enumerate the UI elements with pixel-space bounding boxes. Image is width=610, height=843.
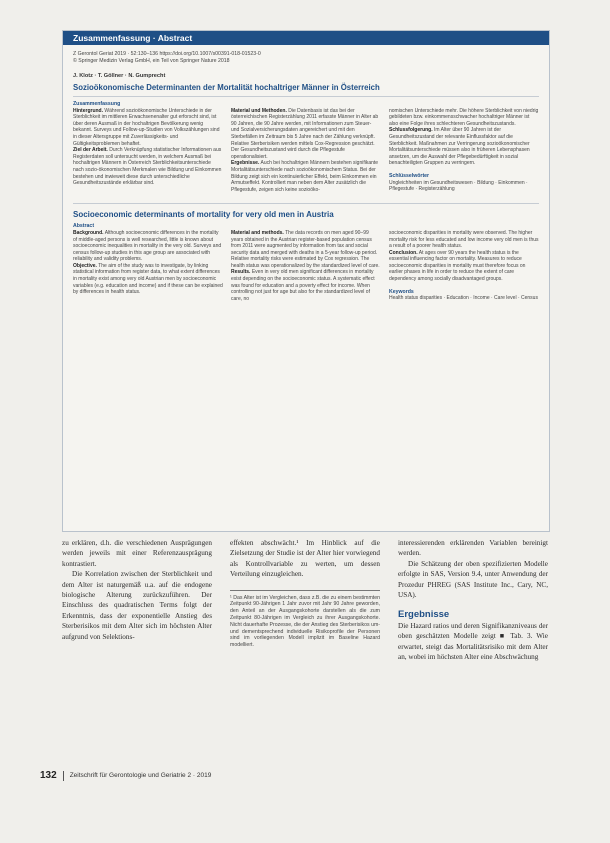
page-footer: [40, 770, 211, 781]
paragraph: Hintergrund. Während sozioökonomische Unterschiede in der Sterblichkeit im mittleren Erwachsenenalter gut erforscht sind, ist über deren Ausmaß in der hochaltrigen Bevölkerung wenig bekannt. Surveys und Follow-up-Studien von Volkszählungen sind in dieser Altersgruppe mit Zuverlässigkeits- und Gültigkeitsproblemen behaftet.: [73, 107, 220, 147]
keywords: Ungleichheiten im Gesundheitswesen · Bildung · Einkommen · Pflegestufe · Registerzählung: [389, 179, 528, 193]
authors: J. Klotz · T. Göllner · N. Gumprecht: [73, 73, 166, 79]
paragraph: Ziel der Arbeit. Durch Verknüpfung statistischer Informationen aus Registerdaten soll untersucht werden, in welchem Ausmaß bei hochaltrigen Männern in Österreich Sterblichkeitsunterschiede nach sozio-ökonomischen Merkmalen wie Bildung und Einkommen bestehen und inwieweit diese durch unterschiedliche Gesundheitszustände erklärbar sind.: [73, 147, 222, 187]
paragraph: Die Hazard ratios und deren Signifikanzniveaus der oben geschätzten Modelle zeigt ■ Tab. 3. Wie erwartet, steigt das Mortalitätsrisiko mit dem Alter an, wobei im höchsten Alter eine Abschwächung: [398, 621, 548, 662]
paragraph: Conclusion. At ages over 90 years the health status is the essential influencing factor on mortality. Measures to reduce socioeconomic disparities in mortality must therefore focus on earlier phases in life in order to reduce the extent of care dependency among socially disadvantaged groups.: [389, 249, 526, 283]
section-heading: Abstract: [73, 223, 95, 230]
copyright-line: © Springer Medizin Verlag GmbH, ein Teil von Springer Nature 2018: [73, 58, 230, 64]
german-col-2: [231, 101, 381, 193]
journal-name: Zeitschrift für Gerontologie und Geriatrie 2 · 2019: [69, 772, 212, 779]
body-text: [62, 538, 548, 662]
german-col-3: [389, 101, 539, 193]
keywords-heading: Schlüsselwörter: [389, 172, 430, 179]
citation-meta: [63, 45, 549, 65]
english-abstract: [63, 219, 549, 302]
keywords-heading: Keywords: [389, 288, 414, 295]
german-abstract: [63, 97, 549, 193]
paragraph: socioeconomic disparities in mortality were observed. The higher mortality risk for less educated and low income very old men is thus a result of a poorer health status.: [389, 229, 539, 250]
section-heading: Ergebnisse: [398, 609, 450, 621]
german-title: Sozioökonomische Determinanten der Mortalität hochaltriger Männer in Österreich: [73, 83, 380, 92]
divider: [63, 771, 64, 781]
paragraph: Objective. The aim of the study was to investigate, by linking statistical information from register data, to what extent differences in mortality exist among very old Austrian men by socioeconomic variables (e.g. education and income) and if these can be explained by differences in health status.: [73, 262, 223, 296]
footnote: ¹ Das Alter ist im Vergleichen, dass z.B. die zu einem bestimmten Zeitpunkt 90-Jährigen 1 Jahr zuvor mit Jahr 90 Jahre geworden, den Anteil an der Ausgangskohorte darstellen als die zum Zeitpunkt 80-Jährigen im Vergleich zu ihrer Ausgangskohorte. Nicht dauerhafte Prozesse, die der Anstieg des Sterberisikos um- und dementsprechend individuelle Risikoprofile der Personen sind im vorliegenden Modell implizit im Baseline Hazard modelliert.: [230, 590, 380, 649]
abstract-box: [62, 30, 550, 532]
page-number: 132: [40, 770, 57, 781]
paragraph: Ergebnisse. Auch bei hochaltrigen Männern bestehen signifikante Mortalitätsunterschiede nach sozioökonomischem Status. Bei der Bildung zeigt sich ein kontinuierlicher Effekt, beim Einkommen ein Armutseffekt. Kontrolliert man neben dem Alter zusätzlich die Pflegestufe, zeigen sich keine sozioöko-: [231, 160, 379, 193]
german-col-1: [73, 101, 223, 193]
abstract-banner: Zusammenfassung · Abstract: [63, 31, 549, 45]
english-title: Socioeconomic determinants of mortality for very old men in Austria: [73, 210, 334, 220]
paragraph: nomischen Unterschiede mehr. Die höhere Sterblichkeit von niedrig gebildeten bzw. einkommensschwacher hochaltriger Männer ist also eine Folge ihres schlechteren Gesundheitszustands.: [389, 107, 539, 127]
paragraph: Background. Although socioeconomic differences in the mortality of middle-aged persons is well researched, little is known about socioeconomic inequalities in mortality in the very old. Surveys and census follow-up studies in this age group are associated with reliability and validity problems.: [73, 229, 222, 263]
body-col-2: [230, 538, 380, 662]
body-col-3: [398, 538, 548, 662]
english-col-1: [73, 223, 223, 302]
paragraph: zu erklären, d.h. die verschiedenen Ausprägungen werden jeweils mit einer Referenzausprägung kontrastiert.: [62, 539, 212, 568]
keywords: Health status disparities · Education · Income · Care level · Census: [389, 295, 538, 302]
paragraph: Schlussfolgerung. Im Alter über 90 Jahren ist der Gesundheitszustand der relevante Einflussfaktor auf die Sterblichkeit. Maßnahmen zur Verringerung sozioökonomischer Mortalitätsunterschiede müssen also in früheren Lebensphasen ansetzen, um die Auswahl der Pflegebedürftigkeit in sozial benachteiligten Gruppen zu verringern.: [389, 127, 530, 167]
paragraph: Results. Even in very old men significant differences in mortality exist depending on the socioeconomic status. A systematic effect was found for education and a poverty effect for income. When controlling not just for age but also for the standardized level of care, no: [231, 269, 375, 302]
section-heading: Zusammenfassung: [73, 101, 121, 107]
paragraph: Die Korrelation zwischen der Sterblichkeit und dem Alter ist naturgemäß u.a. auf die endogene biologische Alterung zurückzuführen. Der Einschluss des quadratischen Terms folgt der Erkenntnis, dass der exponentielle Anstieg des Sterberisikos mit dem Alter sich im höchsten Alter aufgrund von Selektions-: [62, 570, 212, 641]
english-col-2: [231, 223, 381, 302]
paragraph: effekten abschwächt.¹ Im Hinblick auf die Zielsetzung der Studie ist der Alter hier vorwiegend als Kontrollvariable zu werten, um dessen Verteilung einzugleichen.: [230, 539, 380, 579]
citation-line: Z Gerontol Geriat 2019 · 52:130–136 https://doi.org/10.1007/s00391-018-01523-0: [73, 51, 261, 57]
body-col-1: [62, 538, 212, 662]
paragraph: interessierenden erklärenden Variablen bereinigt werden.: [398, 539, 548, 558]
paragraph: Material and methods. The data records on men aged 90–99 years obtained in the Austrian register-based population census from 2011 were augmented by information from tax and social security data and merged with deaths in a 5-year follow-up period. Relative mortality risks were estimated by Cox regression. The health status was operationalized by the standardized level of care.: [231, 229, 380, 269]
english-col-3: [389, 223, 539, 302]
paragraph: Die Schätzung der oben spezifizierten Modelle erfolgte in SAS, Version 9.4, unter Anwendung der Prozedur PHREG (SAS Institute Inc., Cary, NC, USA).: [398, 559, 548, 600]
paragraph: Material und Methoden. Die Datenbasis ist das bei der österreichischen Registerzählung 2011 erfasste Männer in Alter ab 90 Jahren, die 90 Jahre werden, mit Informationen zum Steuer- und Sozialversicherungsdaten angereichert und mit den Sterbefällen im Zeitraum bis 5 Jahre nach der Zählung verknüpft. Relative Sterberisiken werden mittels Cox-Regression geschätzt. Der Gesundheitszustand wird durch die Pflegestufe operationalisiert.: [231, 107, 379, 160]
